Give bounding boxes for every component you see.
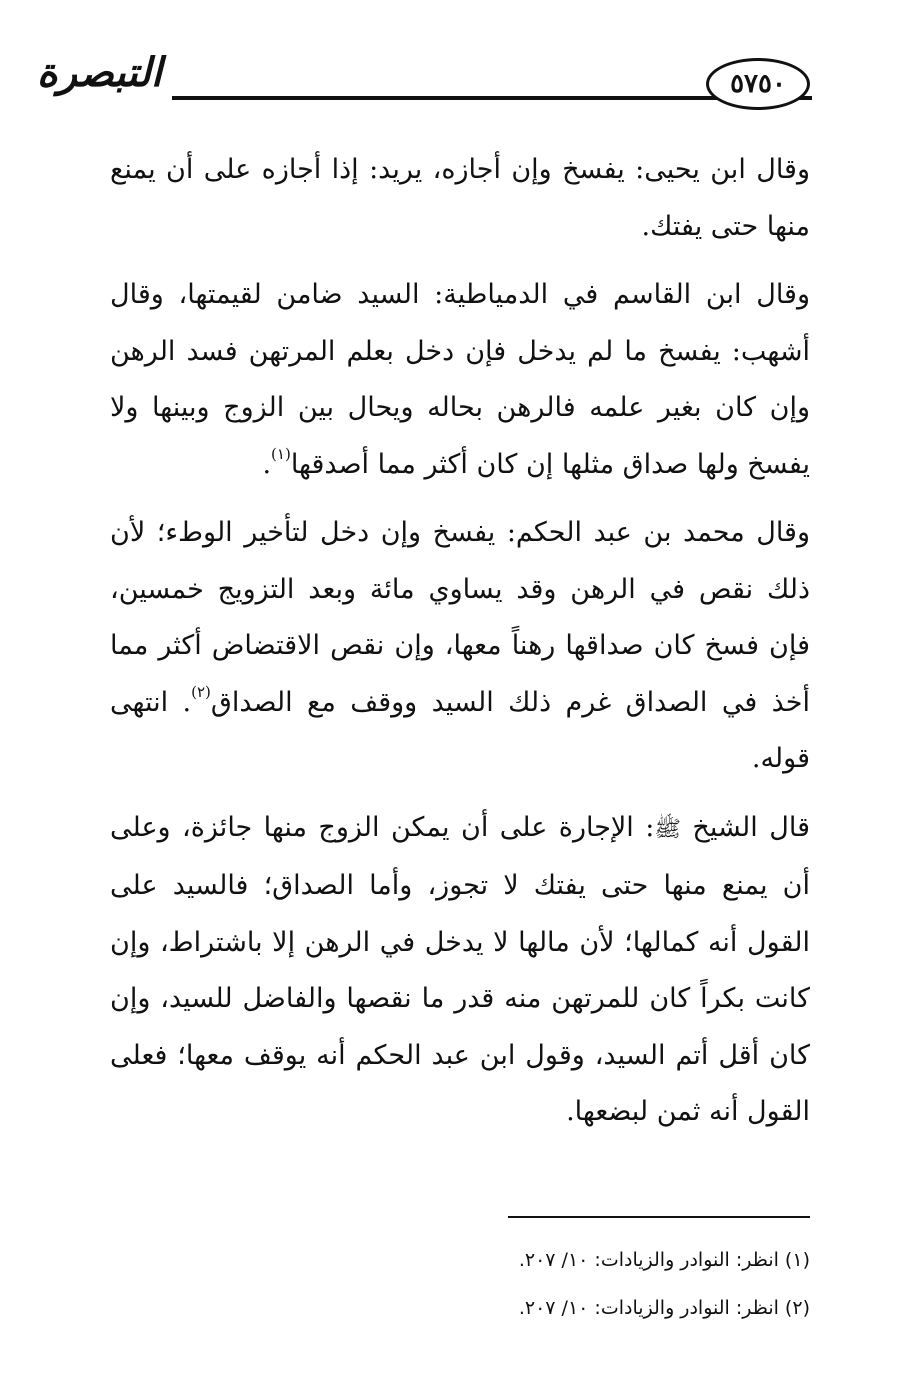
page-header (36, 49, 812, 114)
paragraph-4 (110, 800, 810, 1141)
footnote-separator (508, 1216, 810, 1218)
footnote-2: (٢) انظر: النوادر والزيادات: ١٠/ ٢٠٧. (518, 1297, 810, 1319)
header-rule (68, 96, 812, 100)
paragraph-3 (110, 505, 810, 788)
paragraph-3-text: وقال محمد بن عبد الحكم: يفسخ وإن دخل لتأخير الوطء؛ لأن ذلك نقص في الرهن وقد يساوي مائة وبعد التزويج خمسين، فإن فسخ كان صداقها رهناً معها، وإن نقص الاقتضاض أكثر مما أخذ في الصداق غرم ذلك السيد ووقف مع الصداق (110, 517, 810, 718)
main-text (110, 142, 810, 1153)
paragraph-2-end: . (262, 448, 272, 480)
footnote-ref-1: (١) (271, 444, 291, 463)
paragraph-2-text: وقال ابن القاسم في الدمياطية: السيد ضامن لقيمتها، وقال أشهب: يفسخ ما لم يدخل فإن دخل بعلم المرتهن فسد الرهن وإن كان بغير علمه فالرهن بحاله ويحال بين الزوج وبينها ولا يفسخ ولها صداق مثلها إن كان أكثر مما أصدقها (110, 279, 810, 480)
paragraph-3-end: . انتهى قوله. (110, 686, 810, 774)
footnotes (390, 1236, 810, 1332)
book-title: التبصرة (27, 46, 172, 100)
page-number: ٥٧٥٠ (730, 69, 786, 99)
paragraph-1: وقال ابن يحيى: يفسخ وإن أجازه، يريد: إذا أجازه على أن يمنع منها حتى يفتك. (110, 154, 810, 242)
paragraph-2 (110, 267, 810, 493)
footnote-1: (١) انظر: النوادر والزيادات: ١٠/ ٢٠٧. (518, 1249, 810, 1271)
page-number-badge (706, 58, 810, 110)
paragraph-4-text: : الإجارة على أن يمكن الزوج منها جائزة، وعلى أن يمنع منها حتى يفتك لا تجوز، وأما الصداق؛ فالسيد على القول أنه كمالها؛ لأن مالها لا يدخل في الرهن إلا باشتراط، وإن كانت بكراً كان للمرتهن منه قدر ما نقصها والفاضل للسيد، وإن كان أقل أتم السيد، وقول ابن عبد الحكم أنه يوقف معها؛ فعلى القول أنه ثمن لبضعها. (110, 811, 810, 1127)
honorific-glyph: ﷺ (654, 816, 681, 842)
footnote-ref-2: (٢) (191, 682, 211, 701)
paragraph-4-start: قال الشيخ (692, 811, 810, 843)
